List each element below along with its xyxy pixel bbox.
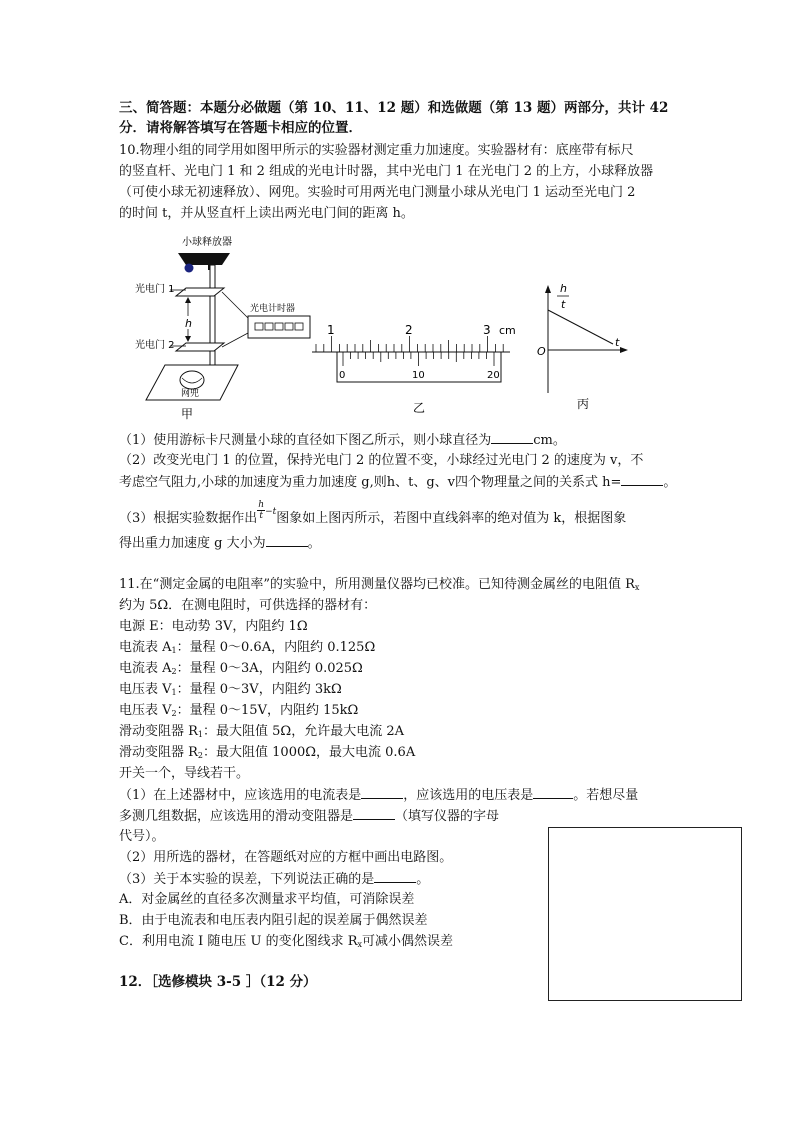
equipment-item: 电压表 $V_1$：量程 0～3V，内阻约 3kΩ: [119, 682, 342, 697]
q11-sub1-line1: （1）在上述器材中，应该选用的电流表是 ，应该选用的电压表是 。若想尽量: [119, 785, 638, 806]
q11-sub1-line3: 代号）。: [119, 829, 165, 844]
q10-intro-line2: 的竖直杆、光电门 1 和 2 组成的光电计时器，其中光电门 1 在光电门 2 的上方，小球释放器: [119, 164, 654, 179]
q10-sub2-line2: 考虑空气阻力,小球的加速度为重力加速度 g,则h、t、g、v四个物理量之间的关系式 h= 。: [119, 472, 676, 493]
equipment-item: 滑动变阻器 $R_2$：最大阻值 1000Ω，最大电流 0.6A: [119, 745, 416, 760]
q10-intro-line3: （可使小球无初速释放）、网兜。实验时可用两光电门测量小球从光电门 1 运动至光电门 2: [119, 185, 636, 200]
caption-jia: 甲: [181, 407, 194, 421]
answer-blank-relation[interactable]: [621, 472, 663, 486]
vernier-label-0: 0: [339, 370, 346, 381]
answer-blank-diameter[interactable]: [491, 430, 533, 444]
answer-blank-g[interactable]: [266, 533, 308, 547]
section-header-line2: 分．请将解答填写在答题卡相应的位置．: [119, 120, 362, 136]
section-header-line1: 三、简答题：本题分必做题（第 10、11、12 题）和选做题（第 13 题）两部分，共计 42: [119, 100, 669, 116]
q10-figures: [0, 0, 794, 430]
vernier-label-20: 20: [487, 370, 500, 381]
q11-sub3: （3）关于本实验的误差，下列说法正确的是 。: [119, 869, 429, 890]
timer-label: 光电计时器: [250, 304, 296, 314]
caption-bing: 丙: [577, 397, 590, 411]
photoelectric-timer: [248, 316, 310, 338]
h-over-t-fraction: $\frac{h}{t}$: [258, 500, 265, 521]
figure-bing: [537, 282, 628, 411]
y-label-den: t: [561, 298, 566, 311]
q10-sub2-line1: （2）改变光电门 1 的位置，保持光电门 2 的位置不变，小球经过光电门 2 的速度为 v，不: [119, 453, 644, 468]
gate2-label: 光电门 2: [135, 340, 175, 351]
q11-sub2: （2）用所选的器材，在答题纸对应的方框中画出电路图。: [119, 850, 453, 865]
circuit-diagram-answer-box[interactable]: [548, 827, 742, 1001]
q11-intro-line2: 约为 5Ω．在测电阻时，可供选择的器材有：: [119, 598, 377, 613]
equipment-item: 滑动变阻器 $R_1$：最大阻值 5Ω，允许最大电流 2A: [119, 724, 404, 739]
q10-sub3-line2: 得出重力加速度 g 大小为 。: [119, 533, 321, 554]
main-label-1: 1: [327, 323, 335, 337]
answer-blank-voltmeter[interactable]: [533, 785, 573, 799]
equipment-item: 电流表 $A_1$：量程 0～0.6A，内阻约 0.125Ω: [119, 640, 376, 655]
figure-yi: [312, 323, 516, 415]
main-label-3: 3: [483, 323, 491, 337]
photogate-2: [176, 343, 224, 351]
q10-intro-line1: 10.物理小组的同学用如图甲所示的实验器材测定重力加速度。实验器材有：底座带有标尺: [119, 143, 634, 158]
equipment-item: 电源 E：电动势 3V，内阻约 1Ω: [119, 619, 308, 634]
main-unit: cm: [499, 324, 516, 337]
answer-blank-ammeter[interactable]: [361, 785, 403, 799]
answer-blank-error-choice[interactable]: [374, 869, 416, 883]
q11-intro-line1: 11.在“测定金属的电阻率”的实验中，所用测量仪器均已校准。已知待测金属丝的电阻值 $R_x$: [119, 577, 640, 592]
x-label: t: [615, 336, 620, 349]
net-pocket: [180, 371, 204, 389]
q10-sub1: （1）使用游标卡尺测量小球的直径如下图乙所示，则小球直径为 cm。: [119, 430, 566, 451]
answer-blank-rheostat[interactable]: [353, 806, 395, 820]
ball-release-device: [178, 253, 230, 265]
vernier-label-10: 10: [412, 370, 425, 381]
net-label: 网兜: [181, 389, 200, 399]
equipment-item: 开关一个，导线若干。: [119, 766, 250, 781]
q10-sub3-line1: （3）根据实验数据作出 $\frac{h}{t}^{-t}$图象如上图丙所示，若图中直线斜率的绝对值为 k，根据图象: [119, 500, 627, 526]
caption-yi: 乙: [413, 401, 426, 415]
h-label: h: [185, 317, 192, 330]
gate1-label: 光电门 1: [135, 284, 175, 295]
q11-sub1-line2: 多测几组数据，应该选用的滑动变阻器是 （填写仪器的字母: [119, 806, 499, 827]
main-scale: [316, 336, 503, 352]
figure-jia: [135, 235, 310, 421]
y-label-num: h: [560, 282, 567, 295]
equipment-item: 电流表 $A_2$：量程 0～3A，内阻约 0.025Ω: [119, 661, 363, 676]
ball: [185, 264, 194, 273]
equipment-item: 电压表 $V_2$：量程 0～15V，内阻约 15kΩ: [119, 703, 359, 718]
q12-title: 12．［选修模块 3-5 ］（12 分）: [119, 974, 317, 990]
photogate-1: [176, 288, 224, 296]
vertical-pole: [210, 265, 215, 382]
q10-intro-line4: 的时间 t，并从竖直杆上读出两光电门间的距离 h。: [119, 206, 414, 221]
q11-option-c: C．利用电流 I 随电压 U 的变化图线求 $R_x$可减小偶然误差: [119, 934, 454, 949]
q11-option-a: A．对金属丝的直径多次测量求平均值，可消除误差: [119, 892, 415, 907]
q11-option-b: B．由于电流表和电压表内阻引起的误差属于偶然误差: [119, 913, 428, 928]
graph-line: [548, 310, 613, 344]
release-label: 小球释放器: [182, 237, 232, 248]
main-label-2: 2: [405, 323, 413, 337]
origin-label: O: [537, 345, 546, 358]
